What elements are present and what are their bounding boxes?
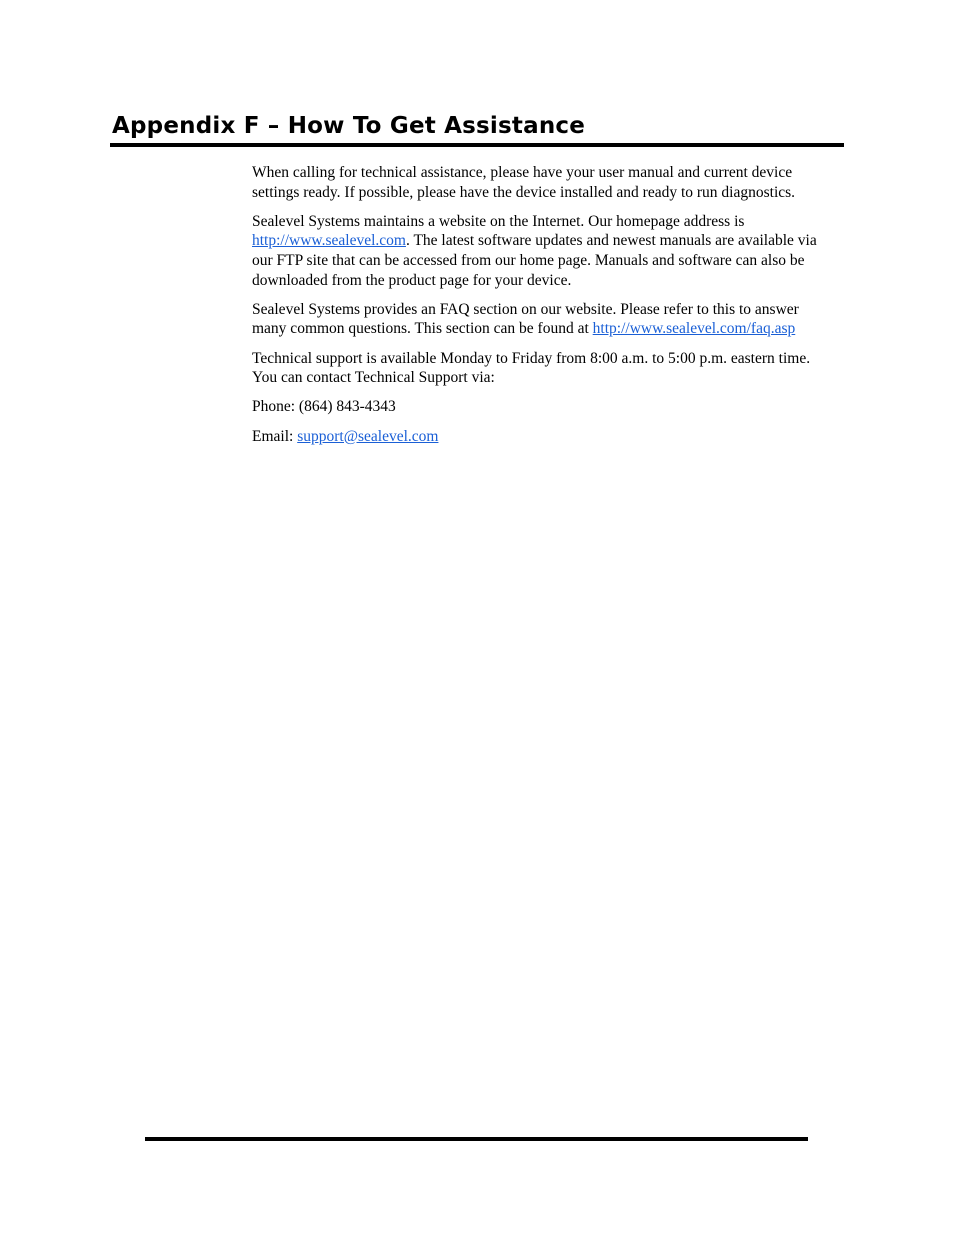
footer-divider [145,1137,808,1141]
faq-text: Sealevel Systems provides an FAQ section on our website. Please refer to this to answer many common questions. This section can be found at [252,300,799,338]
faq-paragraph [252,300,836,339]
title-divider [110,143,844,147]
email-label: Email: [252,427,298,445]
hours-paragraph: Technical support is available Monday to Friday from 8:00 a.m. to 5:00 p.m. eastern time. You can contact Technical Support via: [252,349,811,387]
page-title: Appendix F – How To Get Assistance [112,113,586,139]
homepage-link[interactable]: http://www.sealevel.com [252,232,406,250]
phone-line: Phone: (864) 843-4343 [252,398,396,416]
website-paragraph [252,212,836,290]
email-line [252,427,836,447]
faq-link[interactable]: http://www.sealevel.com/faq.asp [592,320,796,338]
support-email-link[interactable]: support@sealevel.com [297,427,439,445]
content-body [252,163,836,456]
website-text-before: Sealevel Systems maintains a website on the Internet. Our homepage address is [252,212,745,230]
intro-paragraph: When calling for technical assistance, please have your user manual and current device settings ready. If possible, please have the device installed and ready to run diagnostics. [252,164,796,201]
website-text-after: . The latest software updates and newest manuals are available via our FTP site that can be accessed from our home page. Manuals and software can also be downloaded from the product page for your device. [252,232,817,289]
